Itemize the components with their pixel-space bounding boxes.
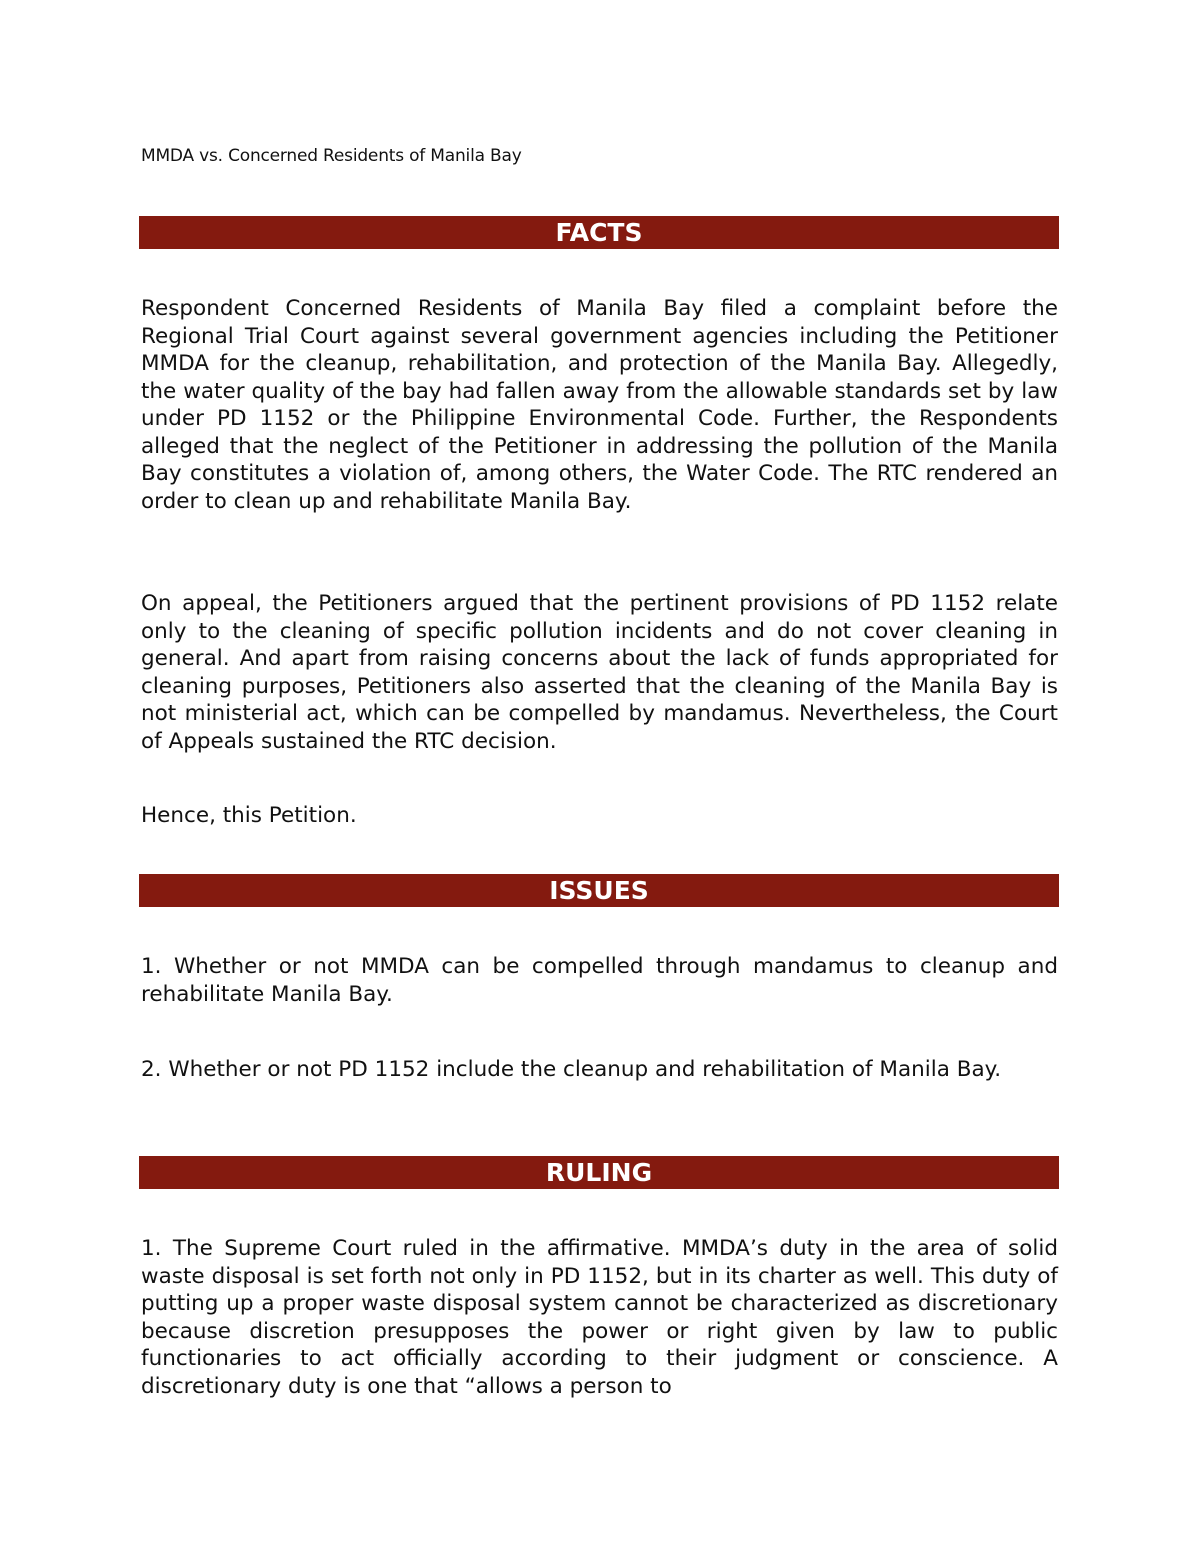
facts-paragraph-1: Respondent Concerned Residents of Manila Bay filed a complaint before the Regional Trial Court against several government agencies including the Petitioner MMDA for the cleanup, rehabilitation, and protection of the Manila Bay. Allegedly, the water quality of the bay had fallen away from the allowable standards set by law under PD 1152 or the Philippine Environmental Code. Further, the Respondents alleged that the neglect of the Petitioner in addressing the pollution of the Manila Bay constitutes a violation of, among others, the Water Code. The RTC rendered an order to clean up and rehabilitate Manila Bay. <box>141 296 1058 514</box>
ruling-heading-banner: RULING <box>139 1156 1059 1189</box>
issue-item-1: 1. Whether or not MMDA can be compelled through mandamus to cleanup and rehabilitate Manila Bay. <box>141 954 1058 1007</box>
document-title: MMDA vs. Concerned Residents of Manila Bay <box>141 146 522 166</box>
issues-heading-banner: ISSUES <box>139 874 1059 907</box>
facts-heading-banner: FACTS <box>139 216 1059 249</box>
facts-paragraph-3: Hence, this Petition. <box>141 803 357 828</box>
issue-item-2: 2. Whether or not PD 1152 include the cleanup and rehabilitation of Manila Bay. <box>141 1057 1002 1082</box>
facts-paragraph-2: On appeal, the Petitioners argued that the pertinent provisions of PD 1152 relate only to the cleaning of specific pollution incidents and do not cover cleaning in general. And apart from raising concerns about the lack of funds appropriated for cleaning purposes, Petitioners also asserted that the cleaning of the Manila Bay is not ministerial act, which can be compelled by mandamus. Nevertheless, the Court of Appeals sustained the RTC decision. <box>141 591 1058 754</box>
ruling-paragraph-1: 1. The Supreme Court ruled in the affirmative. MMDA’s duty in the area of solid waste disposal is set forth not only in PD 1152, but in its charter as well. This duty of putting up a proper waste disposal system cannot be characterized as discretionary because discretion presupposes the power or right given by law to public functionaries to act officially according to their judgment or conscience. A discretionary duty is one that “allows a person to <box>141 1236 1058 1399</box>
